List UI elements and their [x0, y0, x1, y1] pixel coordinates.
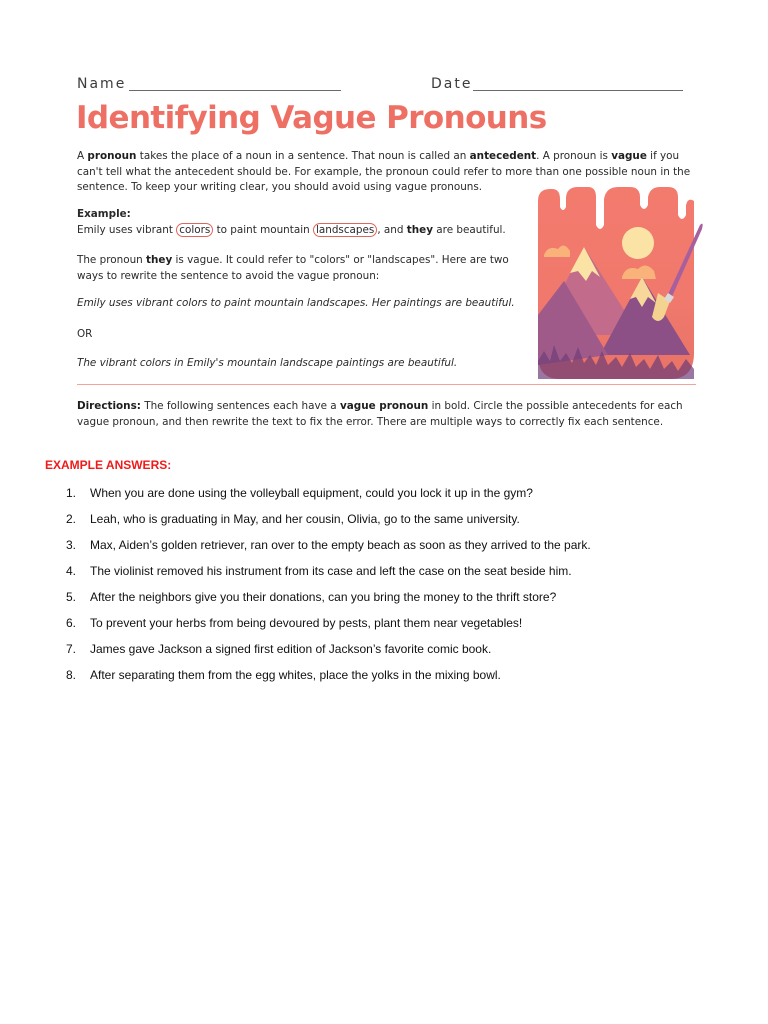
example-answers-label: EXAMPLE ANSWERS: — [45, 458, 172, 472]
answer-text: James gave Jackson a signed first edition of Jackson’s favorite comic book. — [90, 642, 492, 656]
answer-number: 1. — [66, 486, 77, 500]
mountain-painting-illustration — [530, 185, 705, 385]
circled-word: colors — [176, 223, 213, 237]
example-or: OR — [77, 328, 93, 340]
intro-paragraph: A pronoun takes the place of a noun in a sentence. That noun is called an antecedent. A pronoun is vague if you can't tell what the antecedent should be. For example, the pronoun could refer to more than one possible noun in the sentence. To keep your writing clear, you should avoid using vague pronouns. — [77, 150, 691, 193]
date-line — [473, 90, 683, 91]
name-date-row — [77, 76, 697, 96]
answer-number: 6. — [66, 616, 77, 630]
section-divider — [77, 384, 696, 385]
answer-text: After separating them from the egg whites, place the yolks in the mixing bowl. — [90, 668, 501, 682]
page-title: Identifying Vague Pronouns — [76, 100, 547, 136]
answer-text: The violinist removed his instrument from its case and left the case on the seat beside him. — [90, 564, 572, 578]
answer-number: 3. — [66, 538, 77, 552]
answer-number: 8. — [66, 668, 77, 682]
directions-paragraph: Directions: The following sentences each have a vague pronoun in bold. Circle the possible antecedents for each vague pronoun, and then rewrite the text to fix the error. There are multiple ways to correctly fix each sentence. — [77, 400, 683, 428]
example-explanation: The pronoun they is vague. It could refer to "colors" or "landscapes". Here are two ways to rewrite the sentence to avoid the vague pronoun: — [77, 254, 509, 282]
sun-icon — [622, 227, 654, 259]
example-rewrite-1: Emily uses vibrant colors to paint mountain landscapes. Her paintings are beautiful. — [77, 297, 515, 309]
circled-word: landscapes — [313, 223, 377, 237]
example-sentence: Emily uses vibrant colors to paint mountain landscapes , and they are beautiful. — [77, 224, 506, 236]
answer-number: 4. — [66, 564, 77, 578]
example-rewrite-2: The vibrant colors in Emily's mountain landscape paintings are beautiful. — [77, 357, 458, 369]
date-label: Date — [431, 76, 473, 92]
answer-number: 7. — [66, 642, 77, 656]
answer-number: 2. — [66, 512, 77, 526]
answer-text: Leah, who is graduating in May, and her cousin, Olivia, go to the same university. — [90, 512, 520, 526]
example-label: Example: — [77, 208, 131, 220]
answer-text: To prevent your herbs from being devoured by pests, plant them near vegetables! — [90, 616, 523, 630]
answer-text: When you are done using the volleyball equipment, could you lock it up in the gym? — [90, 486, 533, 500]
name-line — [129, 90, 341, 91]
answer-text: After the neighbors give you their donations, can you bring the money to the thrift store? — [90, 590, 557, 604]
answer-text: Max, Aiden’s golden retriever, ran over to the empty beach as soon as they arrived to the park. — [90, 538, 591, 552]
name-label: Name — [77, 76, 127, 92]
answer-number: 5. — [66, 590, 77, 604]
